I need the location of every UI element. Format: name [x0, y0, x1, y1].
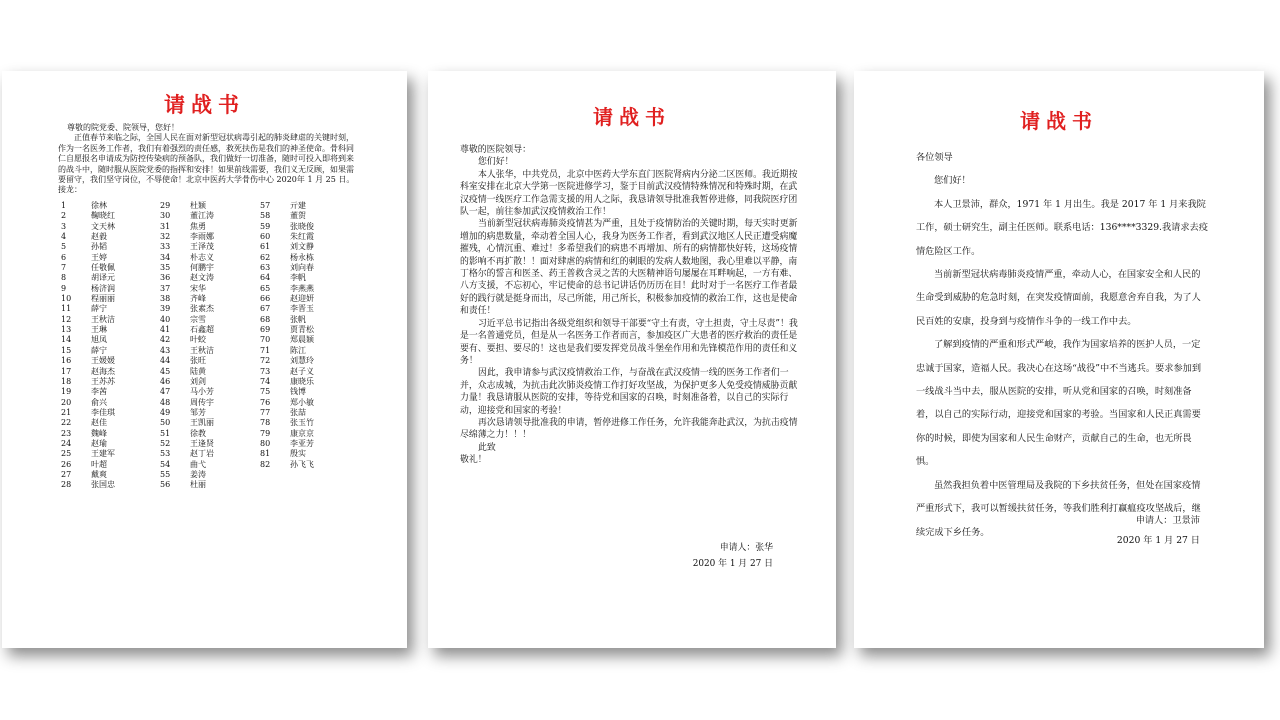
roster-entry — [61, 253, 115, 263]
roster-entry — [160, 356, 214, 366]
roster-entry — [160, 346, 214, 356]
roster-number: 63 — [260, 263, 271, 273]
roster-number: 70 — [260, 335, 271, 345]
roster-name: 朱红霞 — [290, 232, 314, 242]
roster-entry — [160, 222, 214, 232]
roster-number: 66 — [260, 294, 271, 304]
roster-name: 张帆 — [290, 314, 306, 324]
roster-entry — [260, 429, 314, 439]
roster-name: 张旺 — [190, 356, 206, 366]
roster-number: 53 — [160, 449, 171, 459]
roster-number: 40 — [160, 314, 171, 324]
document-title: 请战书 — [1020, 109, 1098, 133]
body-paragraph: 再次恳请领导批准我的申请，暂停进修工作任务，允许我能奔赴武汉，为抗击疫情尽绵薄之力！！！ — [460, 417, 798, 441]
roster-entry — [160, 315, 214, 325]
roster-name: 董江涛 — [190, 211, 214, 221]
roster-number: 30 — [160, 211, 171, 221]
roster-name: 杜丽 — [190, 480, 206, 490]
roster-entry — [160, 387, 214, 397]
roster-entry — [61, 449, 115, 459]
roster-number: 16 — [61, 356, 72, 366]
roster-entry — [160, 335, 214, 345]
roster-number: 55 — [160, 469, 171, 479]
roster-entry — [260, 398, 314, 408]
salutation: 尊敬的院党委、院领导，您好！ — [67, 123, 179, 132]
signup-roster-column-3 — [260, 201, 314, 470]
roster-name: 钱博 — [290, 387, 306, 397]
roster-entry — [260, 273, 314, 283]
roster-entry — [160, 242, 214, 252]
roster-name: 俞兴 — [91, 397, 107, 407]
roster-number: 48 — [160, 397, 171, 407]
roster-name: 徐教 — [190, 428, 206, 438]
roster-name: 王媛媛 — [91, 356, 115, 366]
roster-name: 陆黄 — [190, 366, 206, 376]
roster-number: 43 — [160, 345, 171, 355]
roster-number: 60 — [260, 232, 271, 242]
roster-number: 42 — [160, 335, 171, 345]
roster-entry — [260, 325, 314, 335]
roster-number: 47 — [160, 387, 171, 397]
roster-number: 22 — [61, 418, 72, 428]
roster-entry — [61, 273, 115, 283]
roster-number: 23 — [61, 428, 72, 438]
roster-entry — [160, 367, 214, 377]
roster-entry — [260, 439, 314, 449]
roster-number: 9 — [61, 283, 67, 293]
roster-name: 杨济润 — [91, 283, 115, 293]
roster-number: 68 — [260, 314, 271, 324]
roster-entry — [61, 356, 115, 366]
roster-number: 33 — [160, 242, 171, 252]
roster-number: 80 — [260, 438, 271, 448]
roster-name: 周传宇 — [190, 397, 214, 407]
roster-entry — [260, 408, 314, 418]
roster-number: 38 — [160, 294, 171, 304]
roster-number: 12 — [61, 314, 72, 324]
roster-entry — [61, 429, 115, 439]
roster-entry — [61, 460, 115, 470]
body-paragraph: 当前新型冠状病毒肺炎疫情甚为严重，且处于疫情防治的关键时期，每天实时更新增加的病患数量，牵动着全国人心，我身为医务工作者，看到武汉地区人民正遭受病魔摧残，心情沉重、难过！多希望我们的病患不再增加、所有的病情都快好转，这场疫情的影响不再扩散！！面对肆虐的病情和红的刺眼的发病人数地图，我心里难以平静，南丁格尔的誓言和医圣、药王普救含灵之苦的大医精神语句屡屡在耳畔响起，一方有难、八方支援，不忘初心，牢记使命的总书记讲话仍历历在目！此时对于一名医疗工作者最好的践行就是挺身而出，尽己所能，用己所长，积极参加疫情的救治工作，这也是使命和责任！ — [460, 219, 798, 317]
roster-entry — [260, 211, 314, 221]
roster-entry — [160, 232, 214, 242]
signature: 申请人：卫景沛 — [1135, 515, 1200, 526]
roster-number: 17 — [61, 366, 72, 376]
roster-number: 54 — [160, 459, 171, 469]
roster-name: 王琳 — [91, 325, 107, 335]
roster-name: 刘文静 — [290, 242, 314, 252]
roster-entry — [61, 398, 115, 408]
roster-entry — [61, 315, 115, 325]
roster-name: 李帆 — [290, 273, 306, 283]
roster-number: 7 — [61, 263, 67, 273]
roster-entry — [61, 304, 115, 314]
roster-number: 76 — [260, 397, 271, 407]
signature-date: 2020 年 1 月 27 日 — [1116, 535, 1200, 546]
roster-name: 焦勇 — [190, 221, 206, 231]
greeting: 您们好！ — [478, 157, 514, 168]
roster-entry — [160, 294, 214, 304]
document-body — [460, 144, 804, 467]
roster-name: 董贺 — [290, 211, 306, 221]
roster-name: 赵毅 — [91, 232, 107, 242]
roster-number: 20 — [61, 397, 72, 407]
roster-name: 赵瑜 — [91, 438, 107, 448]
body-paragraph: 正值春节来临之际，全国人民在面对新型冠状病毒引起的肺炎肆虐的关键时刻，作为一名医务工作者，我们有着强烈的责任感，救死扶伤是我们的神圣使命。骨科同仁自愿报名申请成为防控传染病的预备队，我们做好一切准备，随时可投入即将到来的战斗中，随时服从医院党委的指挥和安排！如果前线需要，我们义无反顾，如果需要留守，我们坚守岗位，不辱使命！北京中医药大学骨伤中心 2020年 1 月 25 日。 接龙： — [58, 133, 355, 195]
roster-name: 康京京 — [290, 428, 314, 438]
roster-name: 任敬佩 — [91, 263, 115, 273]
document-body — [916, 146, 1208, 544]
roster-entry — [61, 211, 115, 221]
roster-number: 27 — [61, 469, 72, 479]
roster-name: 薛宁 — [91, 304, 107, 314]
roster-entry — [160, 201, 214, 211]
roster-entry — [61, 408, 115, 418]
roster-number: 26 — [61, 459, 72, 469]
roster-number: 56 — [160, 480, 171, 490]
roster-number: 51 — [160, 428, 171, 438]
roster-entry — [260, 315, 314, 325]
roster-number: 3 — [61, 221, 67, 231]
roster-entry — [61, 346, 115, 356]
roster-name: 王建军 — [91, 449, 115, 459]
body-paragraph: 虽然我担负着中医管理局及我院的下乡扶贫任务，但处在国家疫情严重形式下，我可以暂缓扶贫任务，等我们胜利打赢瘟疫攻坚战后，继续完成下乡任务。 — [916, 479, 1201, 538]
roster-name: 赵佳 — [91, 418, 107, 428]
roster-name: 刘剑 — [190, 376, 206, 386]
roster-name: 李雨娜 — [190, 232, 214, 242]
roster-number: 71 — [260, 345, 271, 355]
roster-name: 张国忠 — [91, 480, 115, 490]
roster-number: 49 — [160, 407, 171, 417]
roster-entry — [160, 273, 214, 283]
roster-number: 61 — [260, 242, 271, 252]
roster-entry — [260, 460, 314, 470]
roster-name: 刘慧玲 — [290, 356, 314, 366]
roster-number: 45 — [160, 366, 171, 376]
roster-number: 4 — [61, 232, 67, 242]
roster-entry — [260, 304, 314, 314]
roster-entry — [260, 222, 314, 232]
roster-entry — [260, 201, 314, 211]
body-paragraph: 本人张华，中共党员，北京中医药大学东直门医院肾病内分泌二区医师。我近期按科室安排在北京大学第一医院进修学习，鉴于目前武汉疫情特殊情况和特殊时期，在武汉疫情一线医疗工作急需支援的用人之际，我恳请领导批准我暂停进修，同我院医疗团队一起，前往参加武汉疫情救治工作！ — [460, 169, 798, 218]
roster-number: 24 — [61, 438, 72, 448]
body-paragraph: 本人卫景沛，群众，1971 年 1 月出生。我是 2017 年 1 月来我院工作，硕士研究生，副主任医师。联系电话：136****3329.我请求去疫情危险区工作。 — [916, 198, 1208, 257]
document-title: 请战书 — [593, 105, 671, 129]
roster-entry — [260, 232, 314, 242]
roster-number: 36 — [160, 273, 171, 283]
roster-entry — [61, 263, 115, 273]
roster-number: 79 — [260, 428, 271, 438]
roster-number: 31 — [160, 221, 171, 231]
roster-number: 75 — [260, 387, 271, 397]
roster-entry — [160, 304, 214, 314]
roster-number: 2 — [61, 211, 67, 221]
roster-entry — [260, 449, 314, 459]
roster-entry — [61, 335, 115, 345]
roster-name: 王婷 — [91, 252, 107, 262]
closing-line: 此致 — [478, 442, 496, 453]
roster-number: 15 — [61, 345, 72, 355]
roster-entry — [61, 222, 115, 232]
roster-number: 67 — [260, 304, 271, 314]
roster-number: 18 — [61, 376, 72, 386]
roster-name: 李茜 — [91, 387, 107, 397]
roster-entry — [260, 367, 314, 377]
roster-name: 姜涛 — [190, 469, 206, 479]
roster-name: 李晋玉 — [290, 304, 314, 314]
signup-roster-column-1 — [61, 201, 115, 491]
roster-number: 77 — [260, 407, 271, 417]
roster-number: 52 — [160, 438, 171, 448]
roster-number: 37 — [160, 283, 171, 293]
roster-name: 王秋洁 — [190, 345, 214, 355]
roster-entry — [160, 408, 214, 418]
roster-name: 李佳琪 — [91, 407, 115, 417]
roster-entry — [260, 356, 314, 366]
roster-name: 康晓乐 — [290, 376, 314, 386]
roster-name: 赵文涛 — [190, 273, 214, 283]
roster-name: 鞠晓红 — [91, 211, 115, 221]
roster-name: 王泽茂 — [190, 242, 214, 252]
roster-name: 朴志义 — [190, 252, 214, 262]
document-title: 请战书 — [164, 92, 245, 117]
roster-number: 11 — [61, 304, 72, 314]
roster-number: 8 — [61, 273, 67, 283]
roster-entry — [260, 335, 314, 345]
roster-number: 50 — [160, 418, 171, 428]
petition-document-2 — [428, 71, 836, 648]
roster-number: 64 — [260, 273, 271, 283]
roster-number: 44 — [160, 356, 171, 366]
roster-number: 65 — [260, 283, 271, 293]
roster-name: 孙飞飞 — [290, 459, 314, 469]
signup-roster-column-2 — [160, 201, 214, 491]
roster-entry — [160, 325, 214, 335]
roster-name: 郑小敏 — [290, 397, 314, 407]
roster-name: 王秋洁 — [91, 314, 115, 324]
roster-entry — [61, 284, 115, 294]
roster-entry — [160, 377, 214, 387]
roster-entry — [260, 253, 314, 263]
roster-entry — [61, 294, 115, 304]
roster-entry — [61, 325, 115, 335]
roster-number: 29 — [160, 201, 171, 210]
roster-name: 赵子义 — [290, 366, 314, 376]
roster-name: 文天林 — [91, 221, 115, 231]
roster-entry — [61, 418, 115, 428]
salutation: 尊敬的医院领导： — [460, 145, 531, 155]
roster-entry — [160, 439, 214, 449]
roster-name: 刘向春 — [290, 263, 314, 273]
roster-name: 亓建 — [290, 201, 306, 210]
roster-name: 宗雪 — [190, 314, 206, 324]
roster-name: 张素杰 — [190, 304, 214, 314]
roster-name: 王凯丽 — [190, 418, 214, 428]
petition-document-1 — [2, 71, 407, 648]
roster-entry — [61, 242, 115, 252]
roster-number: 28 — [61, 480, 72, 490]
roster-number: 34 — [160, 252, 171, 262]
roster-name: 王逢贤 — [190, 438, 214, 448]
roster-entry — [160, 211, 214, 221]
roster-name: 魏峰 — [91, 428, 107, 438]
roster-number: 32 — [160, 232, 171, 242]
roster-name: 戴爽 — [91, 469, 107, 479]
roster-entry — [260, 418, 314, 428]
document-body — [58, 123, 358, 196]
roster-name: 曲弋 — [190, 459, 206, 469]
roster-number: 59 — [260, 221, 271, 231]
roster-name: 张晓俊 — [290, 221, 314, 231]
roster-name: 旭凤 — [91, 335, 107, 345]
roster-entry — [61, 387, 115, 397]
roster-entry — [61, 377, 115, 387]
roster-name: 王苏苏 — [91, 376, 115, 386]
roster-name: 马小芳 — [190, 387, 214, 397]
roster-entry — [260, 263, 314, 273]
roster-name: 齐峰 — [190, 294, 206, 304]
roster-entry — [160, 284, 214, 294]
roster-entry — [260, 284, 314, 294]
roster-name: 杨永栋 — [290, 252, 314, 262]
roster-number: 46 — [160, 376, 171, 386]
roster-number: 39 — [160, 304, 171, 314]
roster-name: 殷实 — [290, 449, 306, 459]
signature: 申请人：张华 — [719, 543, 773, 553]
roster-name: 郑晨颖 — [290, 335, 314, 345]
closing-line: 敬礼！ — [460, 455, 487, 466]
roster-name: 杜颖 — [190, 201, 206, 210]
roster-entry — [160, 398, 214, 408]
roster-name: 陈江 — [290, 345, 306, 355]
roster-name: 徐林 — [91, 201, 107, 210]
roster-entry — [160, 429, 214, 439]
roster-name: 叶蛟 — [190, 335, 206, 345]
roster-number: 82 — [260, 459, 271, 469]
roster-entry — [260, 242, 314, 252]
roster-number: 58 — [260, 211, 271, 221]
roster-name: 宋华 — [190, 283, 206, 293]
roster-entry — [260, 377, 314, 387]
roster-number: 6 — [61, 252, 67, 262]
roster-entry — [61, 439, 115, 449]
roster-entry — [260, 387, 314, 397]
roster-name: 邹芳 — [190, 407, 206, 417]
roster-name: 胡译元 — [91, 273, 115, 283]
roster-number: 1 — [61, 201, 67, 210]
roster-number: 35 — [160, 263, 171, 273]
body-paragraph: 当前新型冠状病毒肺炎疫情严重，牵动人心，在国家安全和人民的生命受到威胁的危急时刻，在突发疫情面前，我愿意舍弃自我，为了人民百姓的安康，投身到与疫情作斗争的一线工作中去。 — [916, 269, 1201, 327]
body-paragraph: 了解到疫情的严重和形式严峻，我作为国家培养的医护人员，一定忠诚于国家，造福人民。我决心在这场“战役”中不当逃兵。要求参加到一线战斗当中去，服从医院的安排，听从党和国家的召唤，时刻准备着，以自己的实际行动，迎接党和国家的考验。当国家和人民正真需要你的时候，即使为国家和人民生命财产，贡献自己的生命，也无所畏惧。 — [916, 339, 1202, 468]
roster-entry — [160, 263, 214, 273]
roster-entry — [260, 294, 314, 304]
roster-number: 5 — [61, 242, 67, 252]
roster-number: 10 — [61, 294, 72, 304]
roster-number: 69 — [260, 325, 271, 335]
roster-number: 21 — [61, 407, 72, 417]
roster-name: 赵海杰 — [91, 366, 115, 376]
roster-number: 72 — [260, 356, 271, 366]
roster-entry — [61, 232, 115, 242]
roster-name: 张玉竹 — [290, 418, 314, 428]
roster-name: 李亚芳 — [290, 438, 314, 448]
roster-name: 赵丁岩 — [190, 449, 214, 459]
roster-number: 78 — [260, 418, 271, 428]
roster-number: 14 — [61, 335, 72, 345]
roster-name: 石鑫超 — [190, 325, 214, 335]
salutation: 各位领导 — [916, 152, 953, 163]
roster-number: 19 — [61, 387, 72, 397]
roster-number: 73 — [260, 366, 271, 376]
roster-name: 叶超 — [91, 459, 107, 469]
roster-name: 李燕燕 — [290, 283, 314, 293]
roster-number: 25 — [61, 449, 72, 459]
roster-name: 张喆 — [290, 407, 306, 417]
signature-date: 2020 年 1 月 27 日 — [692, 559, 773, 569]
roster-number: 62 — [260, 252, 271, 262]
roster-entry — [160, 460, 214, 470]
roster-entry — [260, 346, 314, 356]
roster-name: 程丽丽 — [91, 294, 115, 304]
roster-entry — [61, 480, 115, 490]
roster-name: 孙韬 — [91, 242, 107, 252]
roster-entry — [160, 449, 214, 459]
roster-number: 74 — [260, 376, 271, 386]
roster-number: 57 — [260, 201, 271, 210]
roster-entry — [160, 253, 214, 263]
roster-name: 赵迎妍 — [290, 294, 314, 304]
roster-entry — [61, 201, 115, 211]
body-paragraph: 习近平总书记指出各级党组织和领导干部要“守土有责，守土担责，守土尽责”！我是一名普通党员，但是从一名医务工作者而言，参加疫区广大患者的医疗救治的责任是要有、要担、要尽的！这也是我们要发挥党员战斗堡垒作用和先锋模范作用的责任和义务！ — [460, 318, 798, 366]
body-paragraph: 因此，我申请参与武汉疫情救治工作，与奋战在武汉疫情一线的医务工作者们一并，众志成城，为抗击此次肺炎疫情工作打好攻坚战，为保护更多人免受疫情威胁贡献力量！我恳请服从医院的安排，等待党和国家的召唤，时刻准备着，以自己的实际行动，迎接党和国家的考验！ — [460, 368, 798, 416]
roster-entry — [160, 480, 214, 490]
petition-document-3 — [854, 71, 1264, 648]
roster-name: 何鹏宇 — [190, 263, 214, 273]
roster-number: 13 — [61, 325, 72, 335]
roster-number: 41 — [160, 325, 171, 335]
roster-entry — [61, 367, 115, 377]
greeting: 您们好！ — [934, 175, 971, 187]
roster-entry — [160, 470, 214, 480]
roster-name: 贾青松 — [290, 325, 314, 335]
roster-number: 81 — [260, 449, 271, 459]
roster-entry — [160, 418, 214, 428]
roster-entry — [61, 470, 115, 480]
roster-name: 薛宁 — [91, 345, 107, 355]
